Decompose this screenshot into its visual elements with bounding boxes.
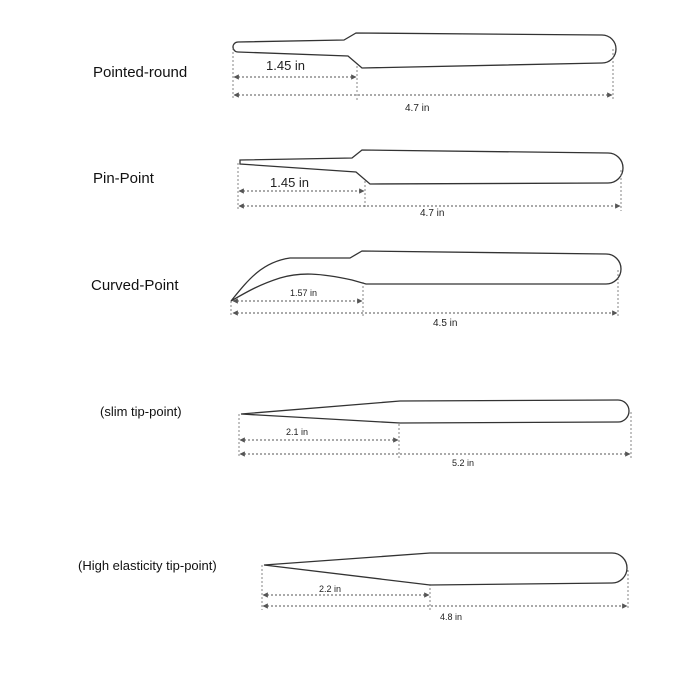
tweezer-high-elasticity-tip-point <box>262 553 628 610</box>
total-length-pin-point: 4.7 in <box>420 208 445 219</box>
tweezer-curved-point <box>231 251 621 317</box>
label-curved-point: Curved-Point <box>91 277 179 294</box>
total-length-high-elasticity: 4.8 in <box>440 612 463 622</box>
total-length-pointed-round: 4.7 in <box>405 103 430 114</box>
label-slim-tip-point: (slim tip-point) <box>100 404 182 419</box>
tip-length-pin-point: 1.45 in <box>270 175 310 190</box>
label-pin-point: Pin-Point <box>93 170 154 187</box>
tip-length-pointed-round: 1.45 in <box>266 58 306 73</box>
total-length-curved-point: 4.5 in <box>433 318 458 329</box>
tweezer-outline <box>264 553 627 585</box>
tip-length-high-elasticity: 2.2 in <box>319 584 342 594</box>
tweezer-outline <box>241 400 629 423</box>
label-pointed-round: Pointed-round <box>93 64 188 81</box>
label-high-elasticity-tip-point: (High elasticity tip-point) <box>78 558 217 573</box>
tip-length-curved-point: 1.57 in <box>290 288 318 298</box>
tip-length-slim-tip-point: 2.1 in <box>286 427 309 437</box>
total-length-slim-tip-point: 5.2 in <box>452 458 475 468</box>
